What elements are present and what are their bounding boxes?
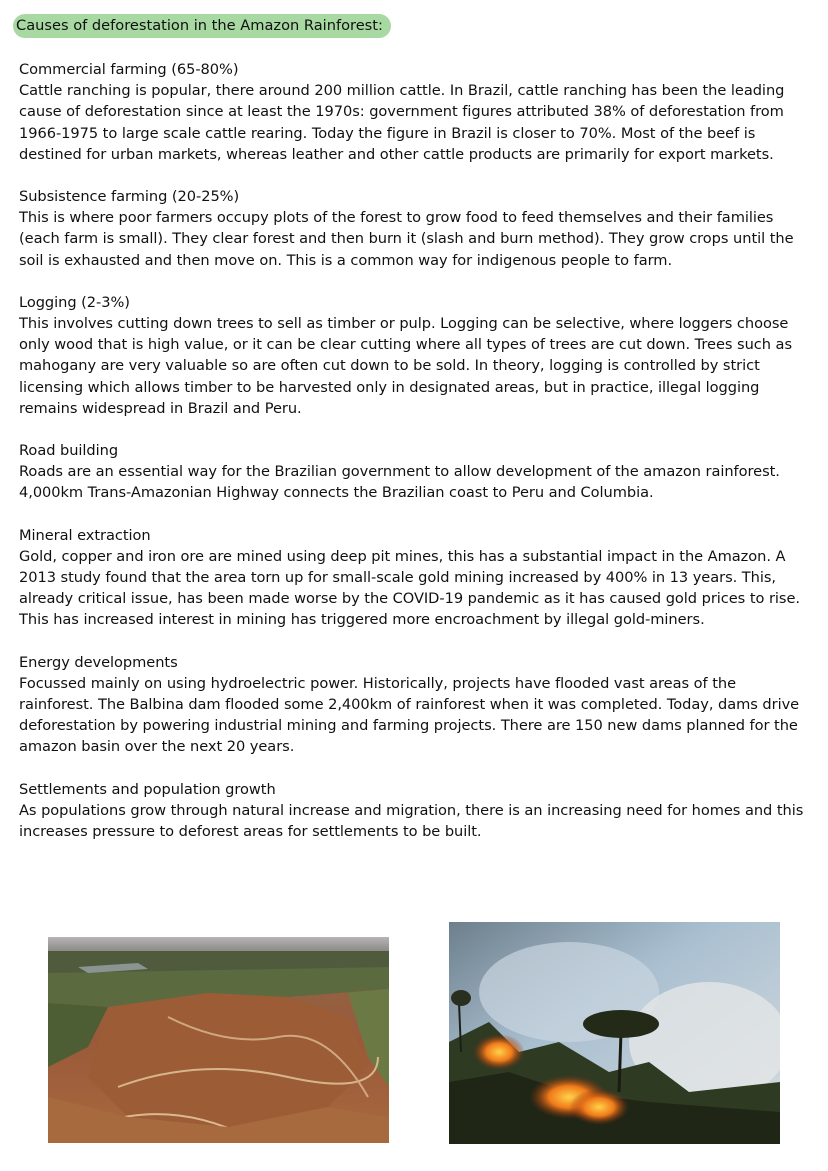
section-subsistence-farming [19,186,809,271]
section-text: Gold, copper and iron ore are mined using deep pit mines, this has a substantial impact in the Amazon. A 2013 study found that the area torn up for small-scale gold mining increased by 400% in 13 years. This, already critical issue, has been made worse by the COVID-19 pandemic as it has caused gold prices to rise. This has increased interest in mining has triggered more encroachment by illegal gold-miners. [19,547,800,629]
section-heading: Road building [19,442,119,460]
section-heading: Subsistence farming (20-25%) [19,188,240,206]
section-text: Roads are an essential way for the Brazilian government to allow development of the amazon rainforest. 4,000km Trans-Amazonian Highway connects the Brazilian coast to Peru and Columbia. [19,463,780,502]
section-heading: Logging (2-3%) [19,293,130,311]
section-text: This is where poor farmers occupy plots of the forest to grow food to feed themselves and their families (each farm is small). They clear forest and then burn it (slash and burn method). They grow crops until the soil is exhausted and then move on. This is a common way for indigenous people to farm. [19,209,794,269]
section-settlements [19,779,809,843]
section-mineral-extraction [19,525,809,631]
section-heading: Energy developments [19,653,178,671]
section-logging [19,292,809,419]
section-road-building [19,440,809,504]
photo-row [48,922,780,1144]
deforested-land-image [48,937,389,1143]
deforested-land-photo [48,937,389,1143]
section-text: As populations grow through natural increase and migration, there is an increasing need for homes and this increases pressure to deforest areas for settlements to be built. [19,801,804,841]
document-page [16,14,809,842]
page-title: Causes of deforestation in the Amazon Rainforest: [13,14,391,38]
section-text: This involves cutting down trees to sell as timber or pulp. Logging can be selective, where loggers choose only wood that is high value, or it can be clear cutting where all types of trees are cut down. Trees such as mahogany are very valuable so are often cut down to be sold. In theory, logging is controlled by strict licensing which allows timber to be harvested only in designated areas, but in practice, illegal logging remains widespread in Brazil and Peru. [19,315,792,417]
section-energy-developments [19,652,809,758]
section-heading: Commercial farming (65-80%) [19,61,239,78]
forest-fire-image [449,922,780,1144]
forest-fire-photo [449,922,780,1144]
section-text: Cattle ranching is popular, there around 200 million cattle. In Brazil, cattle ranching has been the leading cause of deforestation since at least the 1970s: government figures attributed 38% of deforestation from 1966-1975 to large scale cattle rearing. Today the figure in Brazil is closer to 70%. Most of the beef is destined for urban markets, whereas leather and other cattle products are primarily for export markets. [19,82,785,163]
section-heading: Settlements and population growth [19,780,276,798]
section-commercial-farming [19,59,809,165]
section-text: Focussed mainly on using hydroelectric power. Historically, projects have flooded vast areas of the rainforest. The Balbina dam flooded some 2,400km of rainforest when it was completed. Today, dams drive deforestation by powering industrial mining and farming projects. There are 150 new dams planned for the amazon basin over the next 20 years. [19,674,800,756]
section-heading: Mineral extraction [19,526,151,544]
